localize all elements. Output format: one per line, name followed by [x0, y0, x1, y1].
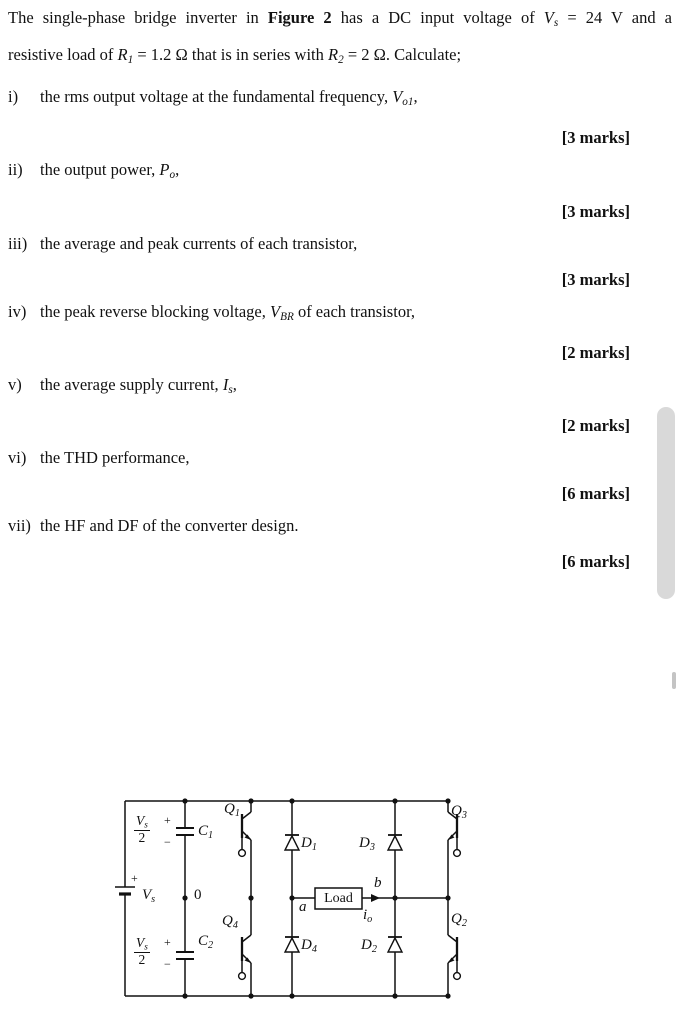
d4-label: D4: [301, 937, 317, 955]
diode-d4: [285, 898, 299, 996]
marks-label: [3 marks]: [561, 269, 630, 289]
cap1-voltage-label: [134, 814, 150, 846]
question-text: the average and peak currents of each transistor,: [40, 233, 358, 253]
vs-half-denominator: 2: [138, 829, 146, 845]
vs-half-numerator: Vs: [136, 935, 148, 952]
marks-label: [2 marks]: [561, 415, 630, 435]
q1-label: Q1: [224, 801, 240, 819]
question-item-iii: [8, 233, 672, 255]
question-text: the rms output voltage at the fundamental frequency, Vo1,: [40, 87, 418, 109]
question-item-vii: [8, 515, 672, 537]
question-numeral: i): [8, 87, 19, 107]
question-text-block: [8, 2, 672, 573]
d2-label: D2: [361, 937, 377, 955]
d1-label: D1: [301, 835, 317, 853]
question-numeral: v): [8, 374, 22, 394]
marks-label: [3 marks]: [561, 128, 630, 148]
diode-d3: [388, 801, 402, 898]
question-text: the peak reverse blocking voltage, VBR of each transistor,: [40, 301, 416, 323]
cap2-plus-sign: +: [164, 935, 171, 949]
question-numeral: iii): [8, 233, 28, 253]
capacitor-c1: [176, 801, 194, 898]
question-item-ii: [8, 159, 672, 186]
marks-label: [2 marks]: [561, 342, 630, 362]
question-numeral: ii): [8, 160, 23, 180]
marks-label: [3 marks]: [561, 201, 630, 221]
vs-half-denominator: 2: [138, 951, 146, 967]
d3-label: D3: [359, 835, 375, 853]
question-item-v: [8, 374, 672, 401]
battery-symbol: [115, 801, 135, 996]
question-item-i: [8, 86, 672, 113]
q4-label: Q4: [222, 913, 238, 931]
scrollbar-tick[interactable]: [672, 672, 676, 689]
cap1-minus-sign: −: [164, 835, 171, 849]
load-label: Load: [324, 890, 353, 906]
marks-label: [6 marks]: [561, 551, 630, 571]
node-b-label: b: [374, 875, 382, 891]
intro-line-2: resistive load of R1 = 1.2 Ω that is in series with R2 = 2 Ω. Calculate;: [8, 45, 462, 67]
zero-node-label: 0: [194, 887, 202, 903]
marks-label: [6 marks]: [561, 483, 630, 503]
capacitor-c2: [176, 898, 194, 996]
current-arrow: [371, 894, 380, 902]
question-text: the THD performance,: [40, 447, 190, 467]
c2-label: C2: [198, 933, 214, 951]
transistor-q4: [239, 898, 251, 996]
c1-label: C1: [198, 823, 214, 841]
intro-line-1: The single-phase bridge inverter in Figure 2 has a DC input voltage of Vs = 24 V and a: [8, 8, 672, 30]
question-numeral: vi): [8, 447, 27, 467]
question-numeral: iv): [8, 301, 27, 321]
battery-plus-sign: +: [131, 871, 138, 885]
question-numeral: vii): [8, 515, 31, 535]
diode-d2: [388, 898, 402, 996]
io-current-label: io: [363, 907, 373, 925]
question-item-iv: [8, 301, 672, 328]
transistor-q1: [239, 801, 251, 898]
cap2-minus-sign: −: [164, 957, 171, 971]
diode-d1: [285, 801, 299, 898]
question-item-vi: [8, 447, 672, 469]
vs-half-numerator: Vs: [136, 813, 148, 830]
q3-label: Q3: [451, 803, 467, 821]
cap2-voltage-label: [134, 936, 150, 968]
node-a-label: a: [299, 899, 307, 915]
cap1-plus-sign: +: [164, 813, 171, 827]
question-text: the output power, Po,: [40, 160, 180, 182]
question-text: the HF and DF of the converter design.: [40, 515, 299, 535]
q2-label: Q2: [451, 911, 467, 929]
vs-label: Vs: [142, 887, 156, 905]
question-text: the average supply current, Is,: [40, 374, 237, 396]
figure-2-circuit: [108, 788, 498, 1013]
scrollbar-thumb[interactable]: [657, 407, 675, 599]
